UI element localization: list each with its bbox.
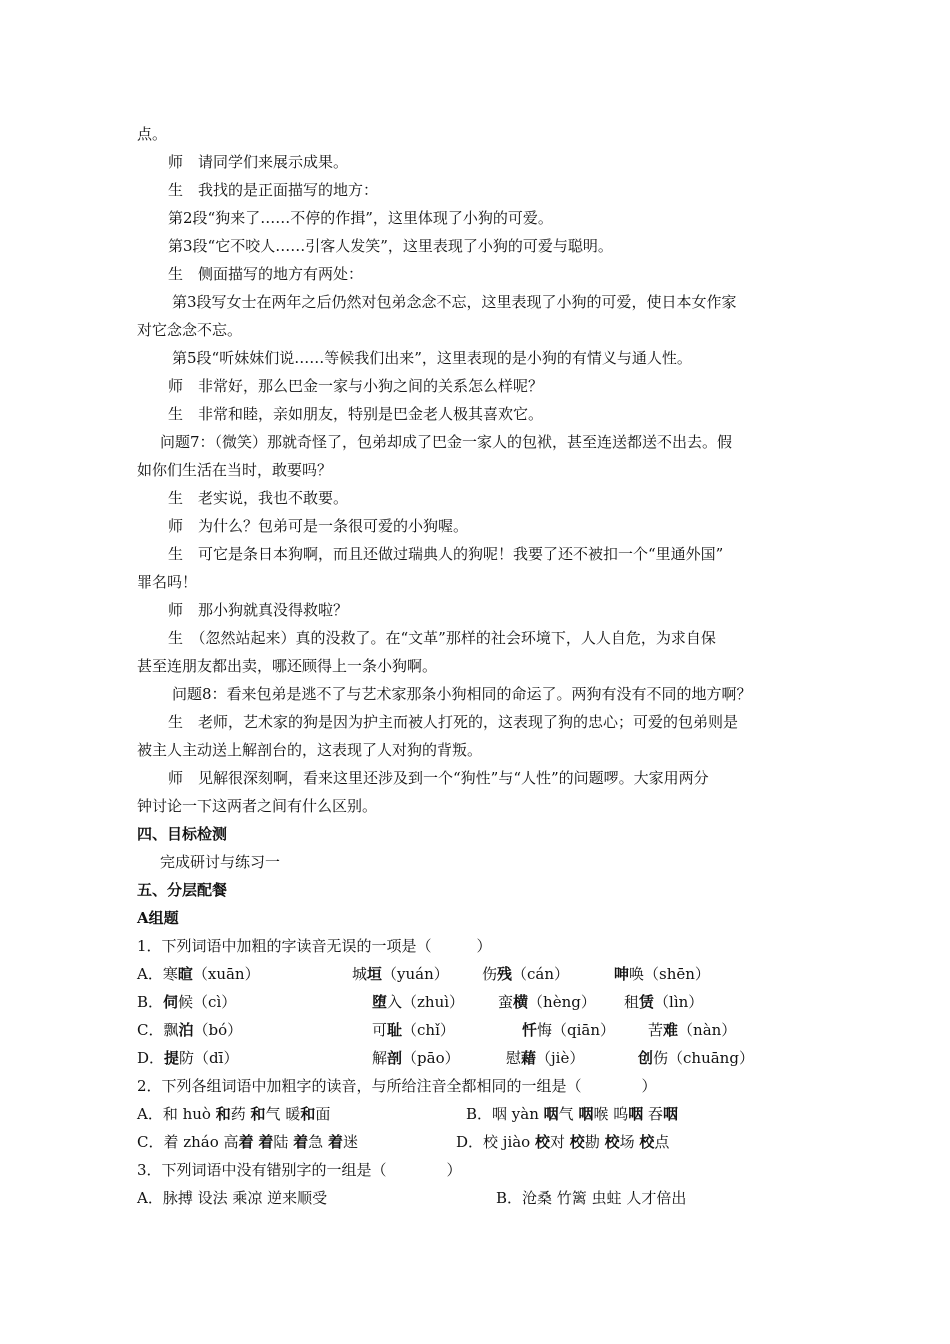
q2-option-b: B．咽 yàn 咽气 咽喉 呜咽 吞咽 [466,1105,679,1123]
text-line: 完成研讨与练习一 [160,853,281,871]
text-line: 点。 [137,125,168,143]
q1-option-d: D．提防（dī） 解剖（pāo） 慰藉（jiè） 创伤（chuāng） [137,1049,754,1067]
text-line: 生 我找的是正面描写的地方： [168,181,379,199]
text-line: 对它念念不忘。 [137,321,243,339]
q3-option-a: A．脉搏 设法 乘凉 逆来顺受 [137,1189,328,1207]
question-stem: 1．下列词语中加粗的字读音无误的一项是（ ） [137,937,492,955]
text-line: 生 可它是条日本狗啊，而且还做过瑞典人的狗呢！我要了还不被扣一个“里通外国” [168,545,724,563]
text-line: 生 老师，艺术家的狗是因为护主而被人打死的，这表现了狗的忠心；可爱的包弟则是 [168,713,739,731]
q1-option-b: B．伺候（cì） 堕入（zhuì） 蛮横（hèng） 租赁（lìn） [137,993,704,1011]
text-line: 师 请同学们来展示成果。 [168,153,349,171]
text-line: 罪名吗！ [137,573,198,591]
text-line: 师 见解很深刻啊，看来这里还涉及到一个“狗性”与“人性”的问题啰。大家用两分 [168,769,709,787]
text-line: 问题7：（微笑）那就奇怪了，包弟却成了巴金一家人的包袱，甚至连送都送不出去。假 [160,433,733,451]
text-line: 如你们生活在当时，敢要吗？ [137,461,333,479]
text-line: 师 那小狗就真没得救啦？ [168,601,349,619]
section-heading: 五、分层配餐 [137,881,228,899]
q2-options-cd [0,1132,950,1152]
group-heading: A组题 [137,909,179,927]
q3-option-b: B．沧桑 竹篱 虫蛀 人才倍出 [496,1189,687,1207]
text-line: 第3段写女士在两年之后仍然对包弟念念不忘，这里表现了小狗的可爱，使日本女作家 [172,293,737,311]
q1-option-a: A．寒暄（xuān） 城垣（yuán） 伤残（cán） 呻唤（shēn） [137,965,710,983]
text-line: 生 侧面描写的地方有两处： [168,265,364,283]
text-line: 生 （忽然站起来）真的没救了。在“文革”那样的社会环境下，人人自危，为求自保 [168,629,716,647]
q2-option-d: D．校 jiào 校对 校勘 校场 校点 [456,1133,670,1151]
text-line: 师 非常好，那么巴金一家与小狗之间的关系怎么样呢？ [168,377,544,395]
q2-options-ab [0,1104,950,1124]
text-line: 师 为什么？包弟可是一条很可爱的小狗喔。 [168,517,469,535]
section-heading: 四、目标检测 [137,825,228,843]
q3-options [0,1188,950,1208]
text-line: 第2段“狗来了……不停的作揖”，这里体现了小狗的可爱。 [168,209,553,227]
question-stem: 3．下列词语中没有错别字的一组是（ ） [137,1161,462,1179]
text-line: 生 非常和睦，亲如朋友，特别是巴金老人极其喜欢它。 [168,405,544,423]
text-line: 第3段“它不咬人……引客人发笑”，这里表现了小狗的可爱与聪明。 [168,237,613,255]
text-line: 被主人主动送上解剖台的，这表现了人对狗的背叛。 [137,741,483,759]
text-line: 钟讨论一下这两者之间有什么区别。 [137,797,378,815]
q1-option-c: C．飘泊（bó） 可耻（chǐ） 忏悔（qiān） 苦难（nàn） [137,1021,737,1039]
text-line: 甚至连朋友都出卖，哪还顾得上一条小狗啊。 [137,657,438,675]
text-line: 问题8：看来包弟是逃不了与艺术家那条小狗相同的命运了。两狗有没有不同的地方啊？ [172,685,752,703]
q2-option-c: C．着 zháo 高着 着陆 着急 着迷 [137,1133,358,1151]
q2-option-a: A．和 huò 和药 和气 暖和面 [137,1105,331,1123]
text-line: 第5段“听妹妹们说……等候我们出来”，这里表现的是小狗的有情义与通人性。 [172,349,692,367]
question-stem: 2．下列各组词语中加粗字的读音，与所给注音全都相同的一组是（ ） [137,1077,657,1095]
text-line: 生 老实说，我也不敢要。 [168,489,349,507]
